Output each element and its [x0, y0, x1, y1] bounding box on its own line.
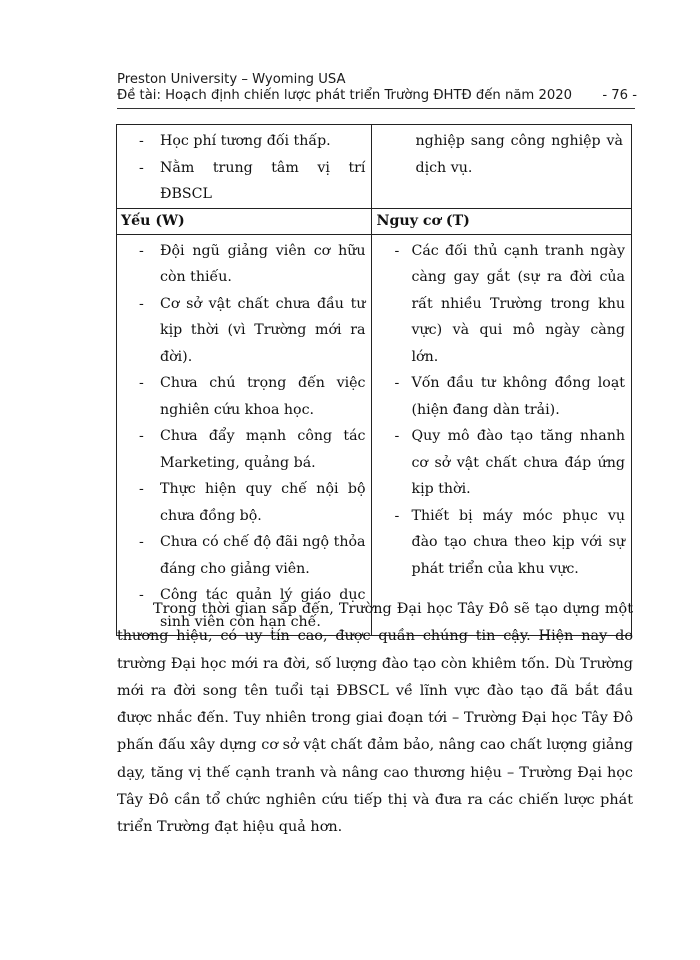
list-item: - Chưa đẩy mạnh công tác Marketing, quảng bá.	[117, 423, 371, 476]
swot-table	[116, 124, 632, 636]
list-item: - Vốn đầu tư không đồng loạt (hiện đang dàn trải).	[372, 370, 631, 423]
weaknesses-heading: Yếu (W)	[117, 208, 372, 234]
weaknesses-list	[117, 238, 371, 636]
strengths-cell	[117, 125, 372, 209]
page-header	[117, 72, 637, 104]
weaknesses-cell	[117, 234, 372, 636]
list-item: - Các đối thủ cạnh tranh ngày càng gay gắt (sự ra đời của rất nhiều Trường trong khu vực) và qui mô ngày càng lớn.	[372, 238, 631, 371]
list-item: - Nằm trung tâm vị trí ĐBSCL	[117, 155, 371, 208]
list-item: - Thiết bị máy móc phục vụ đào tạo chưa theo kịp với sự phát triển của khu vực.	[372, 503, 631, 583]
threats-list	[372, 238, 631, 583]
header-topic: Đề tài: Hoạch định chiến lược phát triển Trường ĐHTĐ đến năm 2020	[117, 88, 573, 103]
threats-heading: Nguy cơ (T)	[372, 208, 632, 234]
header-university: Preston University – Wyoming USA	[117, 72, 346, 87]
body-paragraph: Trong thời gian sắp đến, Trường Đại học Tây Đô sẽ tạo dựng một thương hiệu, có uy tín cao, được quần chúng tin cậy. Hiện nay do trường Đại học mới ra đời, số lượng đào tạo còn khiêm tốn. Dù Trường mới ra đời song tên tuổi tại ĐBSCL về lĩnh vực đào tạo đã bắt đầu được nhắc đến. Tuy nhiên trong giai đoạn tới – Trường Đại học Tây Đô phấn đấu xây dựng cơ sở vật chất đảm bảo, nâng cao chất lượng giảng dạy, tăng vị thế cạnh tranh và nâng cao thương hiệu – Trường Đại học Tây Đô cần tổ chức nghiên cứu tiếp thị và đưa ra các chiến lược phát triển Trường đạt hiệu quả hơn.	[117, 601, 633, 836]
table-row-strengths-continued	[117, 125, 632, 209]
list-item: - Quy mô đào tạo tăng nhanh cơ sở vật chất chưa đáp ứng kịp thời.	[372, 423, 631, 503]
page-number: - 76 -	[602, 88, 637, 103]
threats-cell	[372, 234, 632, 636]
list-item: - Thực hiện quy chế nội bộ chưa đồng bộ.	[117, 476, 371, 529]
list-item: - Đội ngũ giảng viên cơ hữu còn thiếu.	[117, 238, 371, 291]
strengths-list	[117, 128, 371, 208]
list-item: - Chưa chú trọng đến việc nghiên cứu khoa học.	[117, 370, 371, 423]
list-item: - Chưa có chế độ đãi ngộ thỏa đáng cho giảng viên.	[117, 529, 371, 582]
opportunities-cell	[372, 125, 632, 209]
list-item: - Cơ sở vật chất chưa đầu tư kịp thời (vì Trường mới ra đời).	[117, 291, 371, 371]
table-row-weaknesses-threats	[117, 234, 632, 636]
table-row-headers	[117, 208, 632, 234]
opportunity-continuation: nghiệp sang công nghiệp và dịch vụ.	[415, 133, 623, 176]
header-divider	[117, 108, 635, 109]
list-item: - Công tác quản lý giáo dục sinh viên còn hạn chế.	[117, 582, 371, 635]
list-item: - Học phí tương đối thấp.	[117, 128, 371, 155]
